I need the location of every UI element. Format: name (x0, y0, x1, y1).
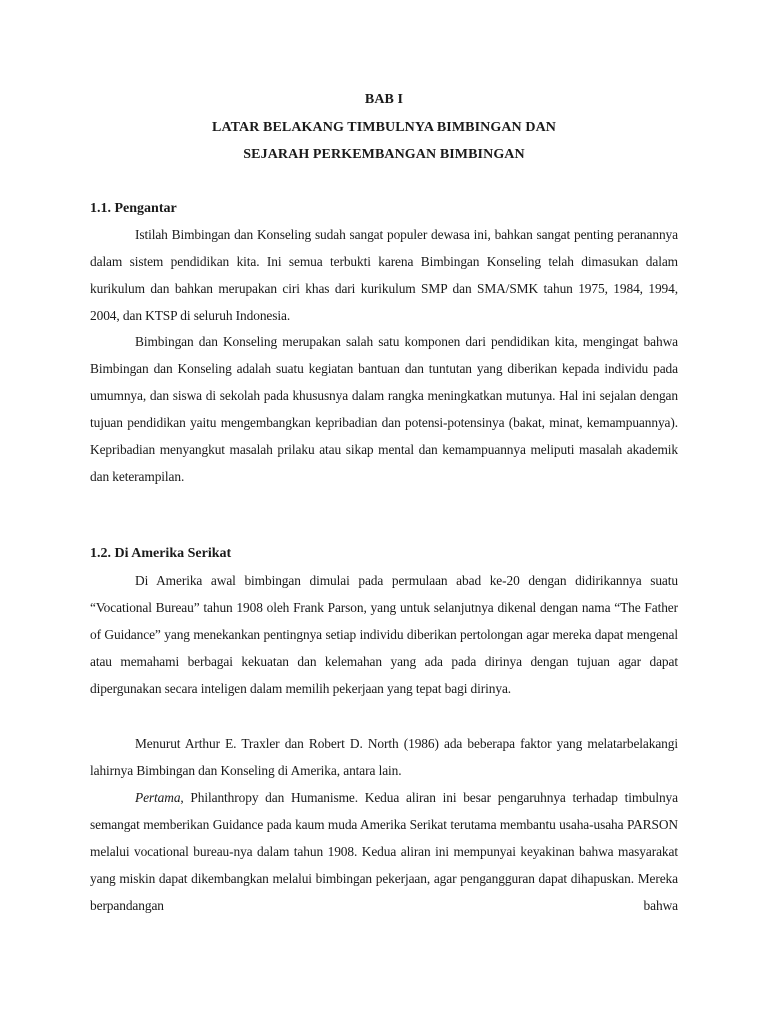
paragraph: Bimbingan dan Konseling merupakan salah satu komponen dari pendidikan kita, mengingat bahwa Bimbingan dan Konseling adalah suatu kegiatan bantuan dan tuntutan yang diberikan kepada individu pada umumnya, dan siswa di sekolah pada khususnya dalam rangka meningkatkan mutunya. Hal ini sejalan dengan tujuan pendidikan yaitu mengembangkan kepribadian dan potensi-potensinya (bakat, minat, kemampuannya). Kepribadian menyangkut masalah prilaku atau sikap mental dan kemampuannya meliputi masalah akademik dan keterampilan. (90, 334, 678, 484)
section-title: 1.1. Pengantar (90, 201, 177, 216)
emphasis-lead: Pertama (135, 790, 181, 805)
paragraph: Di Amerika awal bimbingan dimulai pada permulaan abad ke-20 dengan didirikannya suatu “Vocational Bureau” tahun 1908 oleh Frank Parson, yang untuk selanjutnya dikenal dengan nama “The Father of Guidance” yang menekankan pentingnya setiap individu diberikan pertolongan agar mereka dapat mengenal atau memahami berbagai kekuatan dan kelemahan yang ada pada dirinya dengan tujuan agar dapat dipergunakan secara inteligen dalam memilih pekerjaan yang tepat bagi dirinya. (90, 573, 678, 696)
paragraph: Menurut Arthur E. Traxler dan Robert D. North (1986) ada beberapa faktor yang melatarbelakangi lahirnya Bimbingan dan Konseling di Amerika, antara lain. (90, 736, 678, 778)
chapter-label: BAB I (364, 92, 404, 107)
paragraph-text: , Philanthropy dan Humanisme. Kedua aliran ini besar pengaruhnya terhadap timbulnya semangat memberikan Guidance pada kaum muda Amerika Serikat terutama membantu usaha-usaha PARSON melalui vocational bureau-nya dalam tahun 1908. Kedua aliran ini mempunyai keyakinan bahwa masyarakat yang miskin dapat dikembangkan melalui bimbingan pekerjaan, agar pengangguran dapat dihapuskan. Mereka berpandangan bahwa (90, 790, 678, 913)
section-title: 1.2. Di Amerika Serikat (90, 546, 232, 561)
paragraph: Istilah Bimbingan dan Konseling sudah sangat populer dewasa ini, bahkan sangat penting peranannya dalam sistem pendidikan kita. Ini semua terbukti karena Bimbingan Konseling telah dimasukan dalam kurikulum dan bahkan merupakan ciri khas dari kurikulum SMP dan SMA/SMK tahun 1975, 1984, 1994, 2004, dan KTSP di seluruh Indonesia. (90, 227, 678, 323)
paragraph (90, 785, 678, 920)
chapter-title-line-1: LATAR BELAKANG TIMBULNYA BIMBINGAN DAN (212, 120, 556, 135)
chapter-title-line-2: SEJARAH PERKEMBANGAN BIMBINGAN (243, 147, 525, 162)
